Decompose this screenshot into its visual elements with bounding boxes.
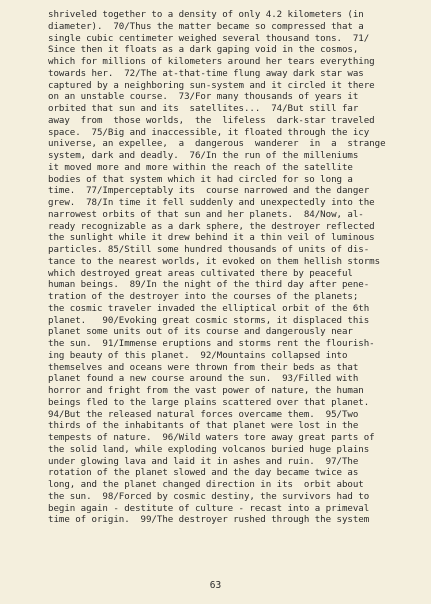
text-line: which destroyed great areas cultivated there by peaceful [48, 268, 353, 279]
text-line: under glowing lava and laid it in ashes and ruin. 97/The [48, 456, 359, 467]
text-line: which for millions of kilometers around her tears everything [48, 57, 375, 67]
text-line: beings fled to the large plains scattered over that planet. [48, 397, 370, 408]
text-line: away from those worlds, the lifeless dark-star traveled [48, 115, 375, 126]
text-line: diameter). 70/Thus the matter became so compressed that a [48, 21, 364, 32]
text-line: planet some units out of its course and dangerously near [48, 327, 353, 338]
text-line: time of origin. 99/The destroyer rushed through the system [48, 515, 370, 526]
text-line: tance to the nearest worlds, it evoked on them hellish storms [48, 256, 381, 267]
text-line: universe, an expellee, a dangerous wanderer in a strange [48, 139, 386, 150]
text-line: it moved more and more within the reach of the satellite [48, 162, 353, 173]
text-line: thirds of the inhabitants of that planet were lost in the [48, 421, 359, 432]
text-line: shriveled together to a density of only 4.2 kilometers (in [48, 10, 364, 20]
text-line: tempests of nature. 96/Wild waters tore away great parts of [48, 433, 375, 443]
text-line: on an unstable course. 73/For many thousands of years it [48, 92, 359, 103]
text-line: system, dark and deadly. 76/In the run of the milleniums [48, 151, 359, 161]
text-line: towards her. 72/The at-that-time flung away dark star was [48, 68, 364, 79]
text-line: the solid land, while exploding volcanos buried huge plains [48, 444, 370, 455]
text-line: ing beauty of this planet. 92/Mountains collapsed into [48, 350, 348, 361]
text-line: the sun. 98/Forced by cosmic destiny, the survivors had to [48, 491, 370, 502]
text-line: tration of the destroyer into the courses of the planets; [48, 292, 359, 302]
text-line: grew. 78/In time it fell suddenly and unexpectedly into the [48, 198, 375, 208]
text-line: ready recognizable as a dark sphere, the destroyer reflected [48, 221, 375, 232]
text-line: begin again - destitute of culture - recast into a primeval [48, 503, 370, 514]
text-line: the sun. 91/Immense eruptions and storms rent the flourish- [48, 339, 375, 349]
body-text [48, 10, 386, 527]
text-line: human beings. 89/In the night of the third day after pene- [48, 280, 370, 291]
text-line: the sunlight while it drew behind it a thin veil of luminous [48, 233, 375, 244]
text-line: planet. 90/Evoking great cosmic storms, it displaced this [48, 315, 370, 326]
text-line: bodies of that system which it had circled for so long a [48, 174, 353, 185]
text-line: captured by a neighboring sun-system and it circled it there [48, 80, 375, 91]
text-line: time. 77/Imperceptably its course narrowed and the danger [48, 186, 370, 197]
text-line: space. 75/Big and inaccessible, it floated through the icy [48, 127, 370, 138]
text-line: long, and the planet changed direction in its orbit about [48, 480, 364, 490]
text-line: horror and fright from the vast power of nature, the human [48, 386, 364, 396]
text-line: planet found a new course around the sun. 93/Filled with [48, 374, 359, 385]
text-line: particles. 85/Still some hundred thousands of units of dis- [48, 245, 370, 255]
text-line: single cubic centimeter weighed several thousand tons. 71/ [48, 33, 370, 44]
text-line: rotation of the planet slowed and the day became twice as [48, 468, 359, 479]
text-line: 94/But the released natural forces overcame them. 95/Two [48, 409, 359, 420]
text-line: orbited that sun and its satellites... 74/But still far [48, 104, 359, 114]
text-line: narrowest orbits of that sun and her planets. 84/Now, al- [48, 209, 364, 220]
text-line: themselves and oceans were thrown from their beds as that [48, 362, 359, 373]
text-line: Since then it floats as a dark gaping void in the cosmos, [48, 45, 359, 56]
text-line: the cosmic traveler invaded the elliptical orbit of the 6th [48, 303, 370, 314]
page-number: 63 [209, 580, 222, 591]
